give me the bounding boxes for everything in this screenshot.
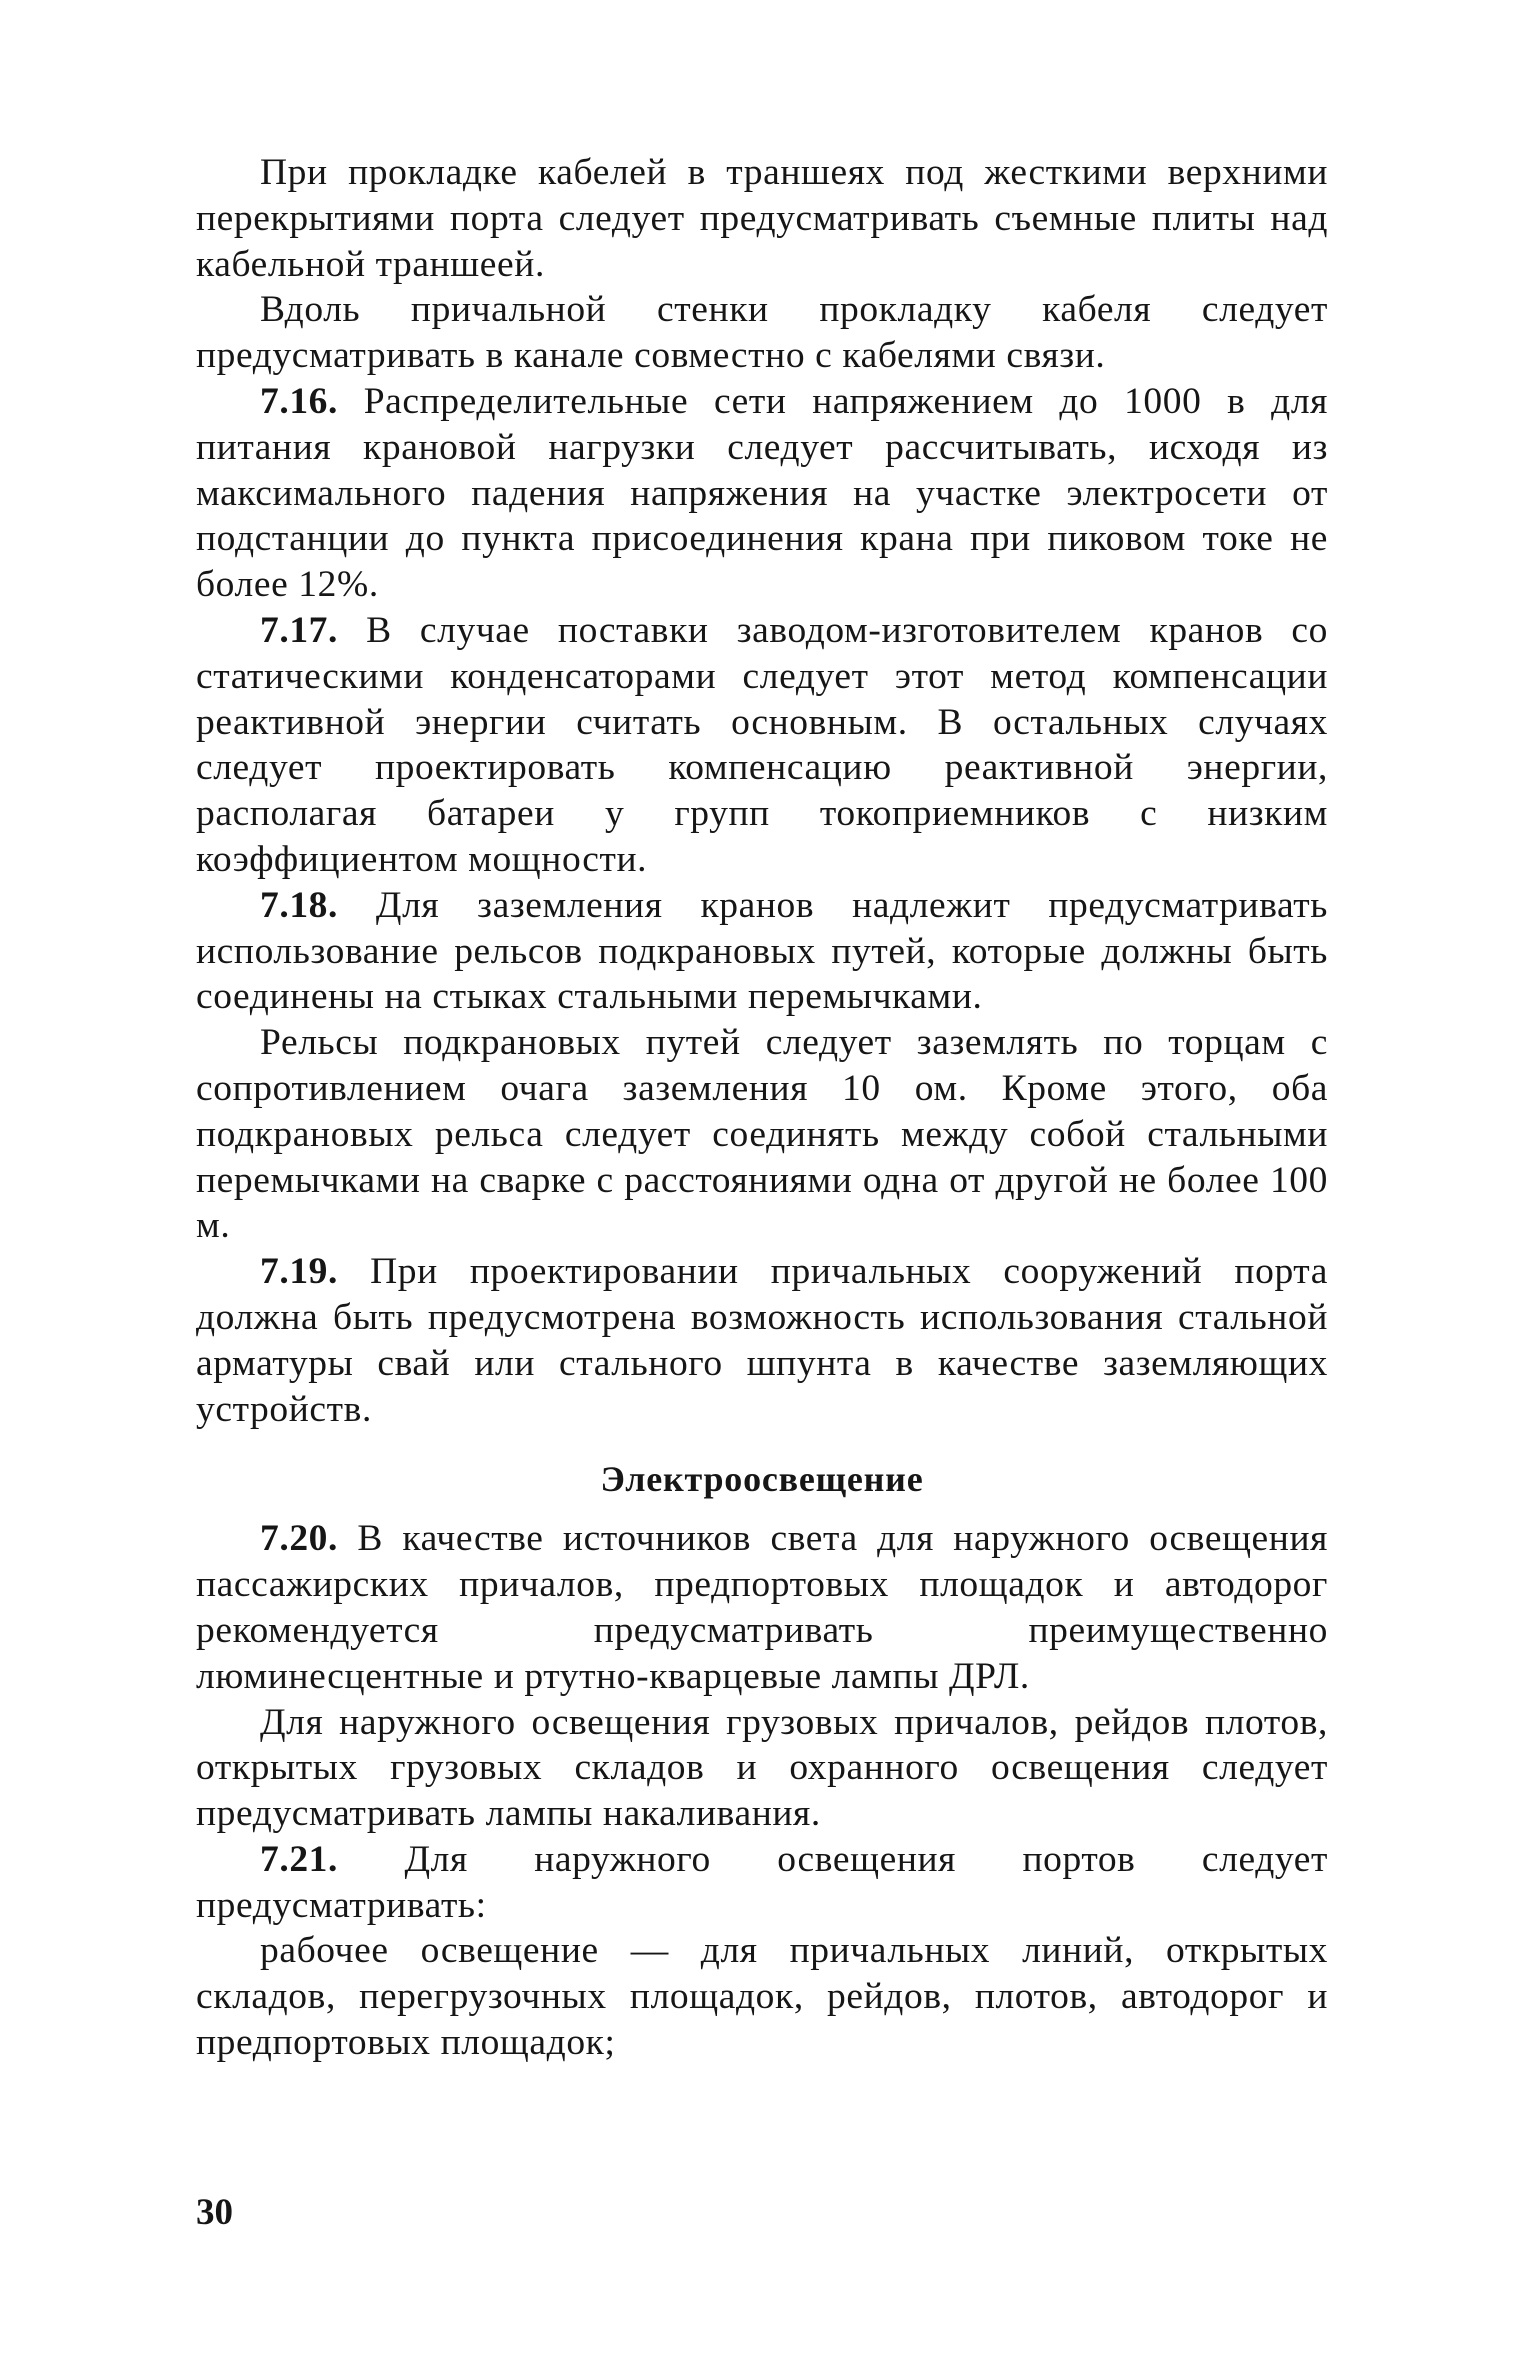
page-body xyxy=(196,150,1328,2066)
clause-7-18 xyxy=(196,883,1328,1020)
paragraph-cargo-lighting xyxy=(196,1700,1328,1837)
paragraph-berth-wall-cable xyxy=(196,287,1328,379)
paragraph-text: Для заземления кранов надлежит предусматривать использование рельсов подкрановых путей, которые должны быть соединены на стыках стальными перемычками. xyxy=(196,884,1328,1018)
paragraph-text: Вдоль причальной стенки прокладку кабеля следует предусматривать в канале совместно с кабелями связи. xyxy=(196,289,1328,377)
paragraph-text: При проектировании причальных сооружений порта должна быть предусмотрена возможность использования стальной арматуры свай или стального шпунта в качестве заземляющих устройств. xyxy=(196,1251,1328,1430)
paragraph-text: В случае поставки заводом-изготовителем кранов со статическими конденсаторами следует этот метод компенсации реактивной энергии считать основным. В остальных случаях следует проектировать компенсацию реактивной энергии, располагая батареи у групп токоприемников с низким коэффициентом мощности. xyxy=(196,609,1328,880)
paragraph-text: Для наружного освещения грузовых причалов, рейдов плотов, открытых грузовых складов и охранного освещения следует предусматривать лампы накаливания. xyxy=(196,1701,1328,1835)
clause-7-17 xyxy=(196,608,1328,883)
paragraph-working-lighting xyxy=(196,1928,1328,2065)
clause-7-20 xyxy=(196,1516,1328,1699)
paragraph-text: Рельсы подкрановых путей следует заземлять по торцам с сопротивлением очага заземления 10 ом. Кроме этого, оба подкрановых рельса следует соединять между собой стальными перемычками на сварке с расстояниями одна от другой не более 100 м. xyxy=(196,1022,1328,1247)
paragraph-text: Распределительные сети напряжением до 1000 в для питания крановой нагрузки следует рассчитывать, исходя из максимального падения напряжения на участке электросети от подстанции до пункта присоединения крана при пиковом токе не более 12%. xyxy=(196,380,1328,606)
paragraph-cable-trenches xyxy=(196,150,1328,287)
clause-number: 7.18. xyxy=(260,884,338,926)
section-heading: Электроосвещение xyxy=(600,1459,924,1500)
clause-7-19 xyxy=(196,1249,1328,1432)
paragraph-rail-grounding xyxy=(196,1020,1328,1249)
clause-number: 7.20. xyxy=(260,1518,338,1560)
paragraph-text: В качестве источников света для наружного освещения пассажирских причалов, предпортовых площадок и автодорог рекомендуется предусматривать преимущественно люминесцентные и ртутно-кварцевые лампы ДРЛ. xyxy=(196,1518,1328,1697)
clause-7-21 xyxy=(196,1837,1328,1929)
clause-number: 7.16. xyxy=(260,380,338,422)
clause-7-16 xyxy=(196,379,1328,608)
page-number: 30 xyxy=(196,2192,233,2233)
paragraph-text: Для наружного освещения портов следует предусматривать: xyxy=(196,1838,1328,1926)
clause-number: 7.19. xyxy=(260,1251,338,1293)
paragraph-text: рабочее освещение — для причальных линий, открытых складов, перегрузочных площадок, рейдов, плотов, автодорог и предпортовых площадок; xyxy=(196,1930,1328,2064)
paragraph-text: При прокладке кабелей в траншеях под жесткими верхними перекрытиями порта следует предусматривать съемные плиты над кабельной траншеей. xyxy=(196,152,1328,285)
clause-number: 7.21. xyxy=(260,1838,338,1880)
clause-number: 7.17. xyxy=(260,609,338,651)
